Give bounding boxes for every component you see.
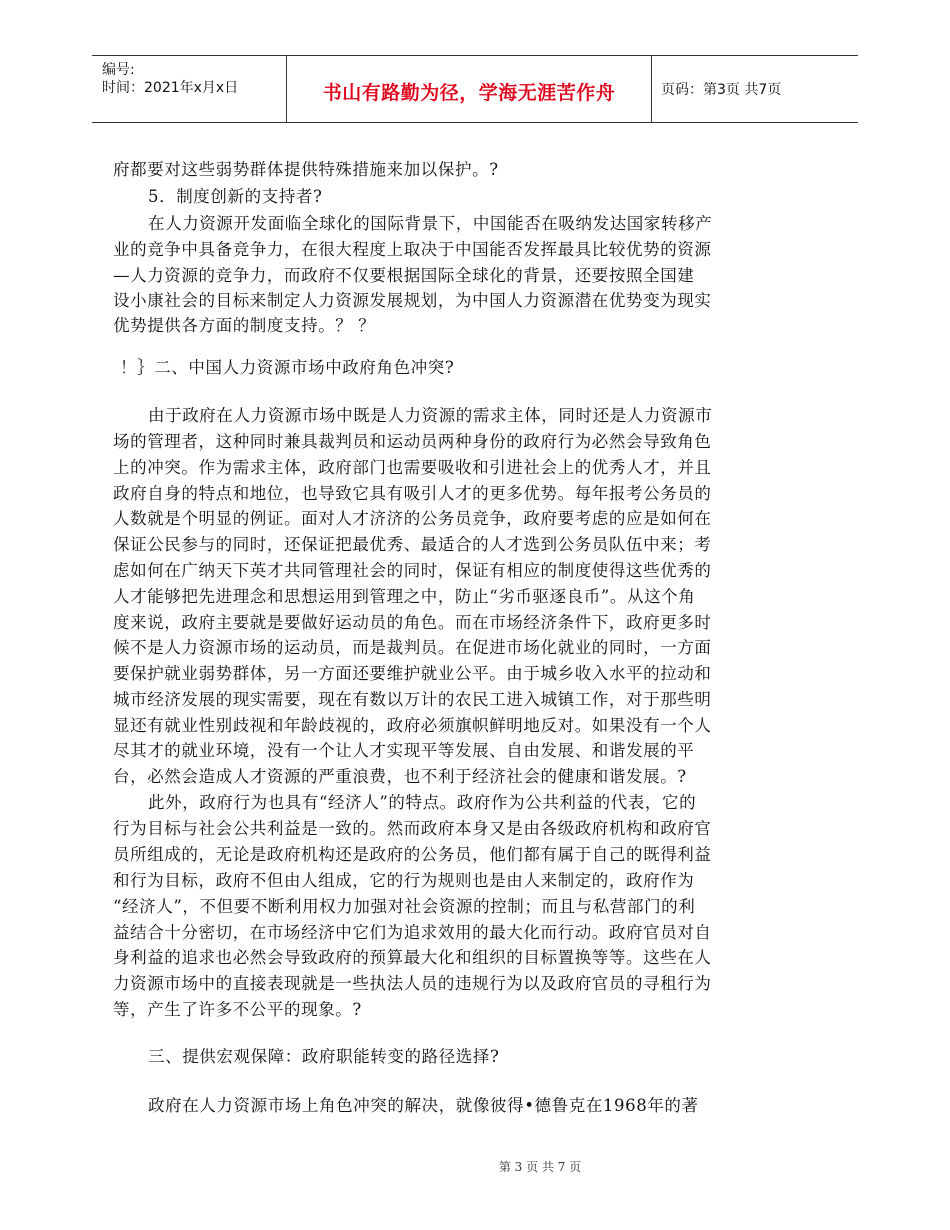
body-line: “经济人”，不但要不断利用权力加强对社会资源的控制；而且与私营部门的利 [113, 897, 696, 916]
body-line: 台，必然会造成人才资源的严重浪费，也不利于经济社会的健康和谐发展。? [113, 767, 687, 786]
body-line: 等，产生了许多不公平的现象。? [113, 1000, 362, 1019]
body-line: 业的竞争中具备竞争力，在很大程度上取决于中国能否发挥最具比较优势的资源 [113, 240, 712, 259]
header-motto: 书山有路勤为径，学海无涯苦作舟 [322, 82, 616, 104]
body-line: 显还有就业性别歧视和年龄歧视的，政府必须旗帜鲜明地反对。如果没有一个人 [113, 716, 712, 735]
body-line: 尽其才的就业环境，没有一个让人才实现平等发展、自由发展、和谐发展的平 [113, 741, 695, 760]
body-line: 人才能够把先进理念和思想运用到管理之中，防止“劣币驱逐良币”。从这个角 [113, 587, 696, 606]
section-heading: 三、提供宏观保障：政府职能转变的路径选择? [148, 1047, 500, 1066]
serial-label: 编号: [102, 62, 135, 78]
body-line: 政府自身的特点和地位，也导致它具有吸引人才的更多优势。每年报考公务员的 [113, 484, 712, 503]
body-line: 力资源市场中的直接表现就是一些执法人员的违规行为以及政府官员的寻租行为 [113, 974, 712, 993]
body-line: 身利益的追求也必然会导致政府的预算最大化和组织的目标置换等等。这些在人 [113, 948, 712, 967]
body-line: 优势提供各方面的制度支持。？ ？ [113, 316, 376, 335]
section-heading: ！｝二、中国人力资源市场中政府角色冲突? [120, 358, 455, 377]
body-line: 员所组成的，无论是政府机构还是政府的公务员，他们都有属于自己的既得利益 [113, 845, 712, 864]
body-line: 度来说，政府主要就是要做好运动员的角色。而在市场经济条件下，政府更多时 [113, 613, 712, 632]
body-line: 益结合十分密切，在市场经济中它们为追求效用的最大化而行动。政府官员对自 [113, 923, 712, 942]
body-line: 上的冲突。作为需求主体，政府部门也需要吸收和引进社会上的优秀人才，并且 [113, 458, 712, 477]
body-line: 和行为目标，政府不但由人组成，它的行为规则也是由人来制定的，政府作为 [113, 871, 695, 890]
body-line: 设小康社会的目标来制定人力资源发展规划，为中国人力资源潜在优势变为现实 [113, 291, 712, 310]
body-line: 府都要对这些弱势群体提供特殊措施来加以保护。? [113, 160, 499, 179]
section-heading: 5．制度创新的支持者? [148, 187, 323, 206]
body-line: 政府在人力资源市场上角色冲突的解决，就像彼得•德鲁克在1968年的著 [148, 1096, 699, 1115]
body-line: —人力资源的竞争力，而政府不仅要根据国际全球化的背景，还要按照全国建 [113, 266, 695, 285]
header-page-number: 页码：第3页 共7页 [661, 82, 782, 98]
body-line: 场的管理者，这种同时兼具裁判员和运动员两种身份的政府行为必然会导致角色 [113, 432, 712, 451]
body-line: 城市经济发展的现实需要，现在有数以万计的农民工进入城镇工作，对于那些明 [113, 690, 712, 709]
body-line: 行为目标与社会公共利益是一致的。然而政府本身又是由各级政府机构和政府官 [113, 819, 712, 838]
page-footer: 第 3 页 共 7 页 [498, 1160, 582, 1174]
body-line: 在人力资源开发面临全球化的国际背景下，中国能否在吸纳发达国家转移产 [148, 214, 713, 233]
body-line: 候不是人力资源市场的运动员，而是裁判员。在促进市场化就业的同时，一方面 [113, 638, 712, 657]
body-line: 由于政府在人力资源市场中既是人力资源的需求主体，同时还是人力资源市 [148, 406, 713, 425]
body-line: 要保护就业弱势群体，另一方面还要维护就业公平。由于城乡收入水平的拉动和 [113, 664, 712, 683]
date-label: 时间：2021年x月x日 [102, 80, 239, 96]
body-line: 此外，政府行为也具有“经济人”的特点。政府作为公共利益的代表，它的 [148, 793, 697, 812]
body-line: 保证公民参与的同时，还保证把最优秀、最适合的人才选到公务员队伍中来；考 [113, 535, 712, 554]
body-line: 虑如何在广纳天下英才共同管理社会的同时，保证有相应的制度使得这些优秀的 [113, 561, 712, 580]
body-line: 人数就是个明显的例证。面对人才济济的公务员竞争，政府要考虑的应是如何在 [113, 509, 712, 528]
